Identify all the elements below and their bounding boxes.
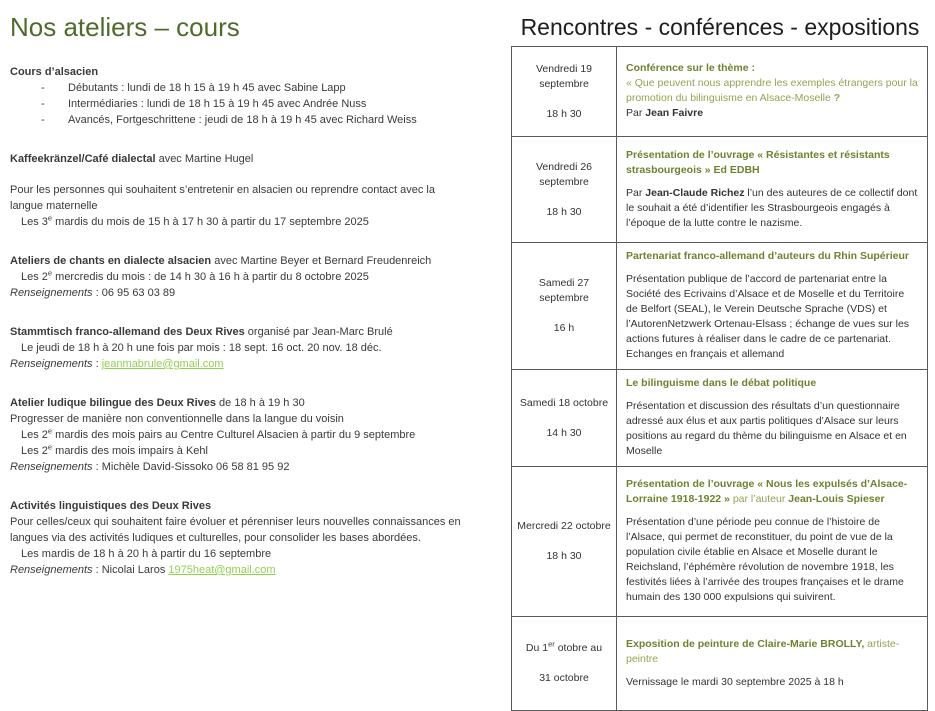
text-segment: Kaffeekränzel/Café dialectal: [10, 153, 156, 165]
text-line: [10, 80, 462, 96]
text-segment: Renseignements: [10, 461, 93, 473]
event-content-cell: [617, 617, 928, 711]
event-paragraph: [626, 637, 918, 667]
text-line: [10, 498, 462, 514]
event-date-line: [514, 77, 614, 92]
text-segment: : 06 95 63 03 89: [92, 287, 176, 299]
event-paragraph: [626, 477, 918, 507]
text-segment: artiste-peintre: [626, 637, 900, 665]
text-segment: 18 h 30: [546, 205, 582, 218]
atelier-section: [10, 395, 462, 475]
event-row: [512, 370, 928, 467]
text-line: [10, 182, 462, 214]
text-segment: Samedi 18 octobre: [519, 396, 609, 409]
text-line: [10, 151, 462, 167]
text-segment: Mercredi 22 octobre: [517, 520, 611, 532]
text-segment: Stammtisch franco-allemand des Deux Rives: [10, 326, 245, 338]
event-date-line: [514, 549, 614, 564]
text-segment: Présentation et discussion des résultats d’un questionnaire adressé aux élus et aux partis politiques d’Alsace sur leurs positions au regard du thème du bilinguisme en Alsace et en Moselle: [626, 400, 907, 457]
event-date-line: [514, 656, 614, 671]
event-paragraph: [626, 76, 918, 106]
event-content-cell: [617, 467, 928, 617]
text-segment: Débutants : lundi de 18 h 15 à 19 h 45 avec Sabine Lapp: [68, 82, 346, 94]
text-segment: Du 1: [525, 642, 549, 654]
email-link[interactable]: 1975heat@gmail.com: [168, 564, 276, 576]
text-line: [10, 253, 462, 269]
event-content-cell: [617, 370, 928, 467]
text-segment: Samedi 27: [538, 277, 590, 289]
event-date-cell: [512, 617, 617, 711]
text-line: [10, 356, 462, 372]
text-segment: Par: [626, 186, 646, 199]
event-date-line: [514, 671, 614, 686]
atelier-section: [10, 64, 462, 128]
event-date-cell: [512, 47, 617, 137]
text-line: [10, 514, 462, 546]
event-paragraph: [626, 249, 918, 264]
event-date-cell: [512, 243, 617, 370]
text-segment: e: [47, 268, 53, 278]
text-segment: Renseignements: [10, 564, 93, 576]
event-row: [512, 617, 928, 711]
text-segment: mardis des mois impairs à Kehl: [52, 445, 208, 457]
text-line: [10, 546, 462, 562]
event-date-line: [514, 175, 614, 190]
text-line: [10, 411, 462, 427]
text-segment: Le bilinguisme dans le débat politique: [626, 377, 817, 389]
event-row: [512, 243, 928, 370]
text-segment: Pour celles/ceux qui souhaitent faire évoluer et pérenniser leurs nouvelles connaissances en langues via des activités ludiques et culturelles, pour consolider les bases abordées.: [10, 516, 461, 544]
text-segment: Jean-Claude Richez: [645, 186, 745, 199]
bullet-dash: -: [41, 82, 45, 94]
text-segment: par l’auteur: [729, 493, 789, 505]
text-segment: Présentation d’une période peu connue de l’histoire de l’Alsace, qui permet de reconstituer, du point de vue de la population civile établie en Alsace et Moselle durant le Reichsland, l’éphémère révolution de novembre 1918, les festivités liées à l’arrivée des troupes françaises et le drame humain des 130 000 expulsions qui suivirent.: [626, 516, 904, 603]
text-segment: 18 h 30: [546, 550, 582, 562]
events-table: [511, 46, 928, 711]
bullet-text: [68, 80, 462, 96]
right-column-title: Rencontres - conférences - expositions: [520, 14, 920, 40]
text-segment: Partenariat franco-allemand d’auteurs du Rhin Supérieur: [626, 250, 909, 262]
text-segment: mardis des mois pairs au Centre Culturel Alsacien à partir du 9 septembre: [52, 429, 416, 441]
event-date-line: [514, 190, 614, 205]
bullet-dash: -: [41, 98, 45, 110]
event-date-line: [514, 276, 614, 291]
text-segment: organisé par Jean-Marc Brulé: [244, 326, 393, 338]
text-segment: l’un des auteures de ce collectif dont le souhait a été d’identifier les Strasbourgeois engagés à l’époque de la lutte contre le nazisme.: [626, 186, 918, 229]
atelier-section: [10, 498, 462, 578]
text-segment: Renseignements: [10, 287, 93, 299]
text-segment: : Michèle David-Sissoko 06 58 81 95 92: [92, 461, 290, 473]
text-segment: Conférence sur le thème :: [626, 62, 755, 74]
text-segment: « Que peuvent nous apprendre les exemples étrangers pour la promotion du bilinguisme en Alsace-Moselle: [626, 77, 918, 104]
text-segment: mercredis du mois : de 14 h 30 à 16 h à partir du 8 octobre 2025: [52, 271, 369, 283]
event-date-cell: [512, 370, 617, 467]
atelier-section: [10, 253, 462, 301]
text-segment: Avancés, Fortgeschrittene : jeudi de 18 h à 19 h 45 avec Richard Weiss: [68, 114, 417, 126]
left-column: [10, 10, 462, 578]
text-segment: e: [47, 213, 53, 223]
event-date-line: [514, 534, 614, 549]
event-row: [512, 137, 928, 243]
text-line: [10, 459, 462, 475]
text-segment: avec Martine Hugel: [155, 153, 254, 165]
text-segment: Les 3: [21, 216, 48, 228]
text-segment: Vernissage le mardi 30 septembre 2025 à 18 h: [626, 675, 844, 688]
email-link[interactable]: jeanmabrule@gmail.com: [101, 358, 224, 370]
text-segment: Exposition de peinture de Claire-Marie BROLLY,: [626, 637, 865, 650]
event-paragraph: [626, 61, 918, 76]
text-segment: Renseignements: [10, 358, 93, 370]
text-segment: er: [548, 639, 555, 649]
event-paragraph: [626, 515, 918, 605]
text-segment: Activités linguistiques des Deux Rives: [10, 500, 212, 512]
text-segment: :: [92, 358, 102, 370]
event-row: [512, 47, 928, 137]
text-line: [10, 395, 462, 411]
text-segment: Les mardis de 18 h à 20 h à partir du 16 septembre: [21, 548, 272, 560]
event-row: [512, 467, 928, 617]
event-content-cell: [617, 137, 928, 243]
text-segment: 31 octobre: [539, 672, 589, 684]
text-line: [10, 214, 462, 230]
text-segment: Les 2: [21, 429, 48, 441]
event-date-line: [514, 426, 614, 441]
event-paragraph: [626, 186, 918, 231]
event-paragraph: [626, 148, 918, 178]
text-segment: Jean-Louis Spieser: [788, 493, 885, 505]
event-date-line: [514, 396, 614, 411]
text-segment: Vendredi 19: [535, 62, 593, 75]
text-segment: septembre: [539, 175, 589, 188]
text-segment: 16 h: [553, 322, 575, 334]
text-line: [10, 324, 462, 340]
ateliers-sections: [10, 64, 462, 578]
event-date-line: [514, 92, 614, 107]
text-segment: ?: [833, 92, 841, 104]
event-date-line: [514, 411, 614, 426]
text-segment: mardis du mois de 15 h à 17 h 30 à partir du 17 septembre 2025: [52, 216, 369, 228]
event-date-line: [514, 107, 614, 122]
text-segment: Présentation de l’ouvrage « Nous les expulsés d’Alsace-Lorraine 1918-1922 »: [626, 478, 908, 505]
event-date-line: [514, 519, 614, 534]
text-segment: avec Martine Beyer et Bernard Freudenreich: [211, 255, 432, 267]
bullet-dash: -: [41, 114, 45, 126]
bullet-text: [68, 112, 462, 128]
text-segment: Vendredi 26: [535, 160, 593, 173]
event-date-cell: [512, 137, 617, 243]
text-segment: Le jeudi de 18 h à 20 h une fois par mois : 18 sept. 16 oct. 20 nov. 18 déc.: [21, 342, 382, 354]
event-date-cell: [512, 467, 617, 617]
event-date-line: [514, 306, 614, 321]
text-segment: Ateliers de chants en dialecte alsacien: [10, 255, 212, 267]
bullet-text: [68, 96, 462, 112]
event-paragraph: [626, 376, 918, 391]
event-content-cell: [617, 243, 928, 370]
text-segment: e: [47, 426, 53, 436]
event-date-line: [514, 321, 614, 336]
event-paragraph: [626, 399, 918, 459]
event-date-line: [514, 205, 614, 220]
text-segment: Intermédiaries : lundi de 18 h 15 à 19 h 45 avec Andrée Nuss: [68, 98, 367, 110]
atelier-section: [10, 151, 462, 230]
event-date-line: [514, 641, 614, 656]
text-segment: septembre: [539, 77, 589, 90]
text-segment: e: [47, 442, 53, 452]
text-line: [10, 269, 462, 285]
text-segment: : Nicolai Laros: [92, 564, 169, 576]
text-segment: Les 2: [21, 445, 48, 457]
event-date-line: [514, 160, 614, 175]
event-date-line: [514, 62, 614, 77]
text-segment: Présentation de l’ouvrage « Résistantes et résistants strasbourgeois » Ed EDBH: [626, 148, 890, 176]
event-paragraph: [626, 106, 918, 121]
text-segment: Les 2: [21, 271, 48, 283]
event-paragraph: [626, 675, 918, 690]
text-segment: 14 h 30: [546, 426, 582, 439]
text-line: [10, 562, 462, 578]
text-segment: de 18 h à 19 h 30: [216, 397, 305, 409]
atelier-section: [10, 324, 462, 372]
text-line: [10, 96, 462, 112]
event-date-line: [514, 291, 614, 306]
right-column: [511, 12, 929, 711]
text-segment: 18 h 30: [546, 107, 582, 120]
text-segment: Progresser de manière non conventionnelle dans la langue du voisin: [10, 413, 344, 425]
text-line: [10, 112, 462, 128]
text-line: [10, 285, 462, 301]
text-segment: Cours d’alsacien: [10, 66, 99, 78]
text-segment: otobre au: [554, 642, 603, 654]
event-paragraph: [626, 272, 918, 362]
left-column-title: Nos ateliers – cours: [10, 12, 240, 42]
text-line: [10, 340, 462, 356]
text-line: [10, 443, 462, 459]
event-content-cell: [617, 47, 928, 137]
text-line: [10, 427, 462, 443]
text-segment: Par: [626, 107, 646, 119]
text-segment: Atelier ludique bilingue des Deux Rives: [10, 397, 216, 409]
text-segment: Pour les personnes qui souhaitent s’entretenir en alsacien ou reprendre contact avec la langue maternelle: [10, 184, 435, 212]
text-segment: septembre: [539, 292, 589, 304]
text-line: [10, 64, 462, 80]
text-segment: Présentation publique de l’accord de partenariat entre la Société des Ecrivains d’Alsace et de Moselle et du Territoire de Belfort (SEAL), le Verein Deutsche Sprache (VDS) et l’AutorenNetzwerk Ortenau-Elsass ; échange de vues sur les actions futures à réaliser dans le cadre de ce partenariat. Echanges en français et allemand: [626, 273, 910, 360]
text-segment: Jean Faivre: [645, 107, 704, 119]
